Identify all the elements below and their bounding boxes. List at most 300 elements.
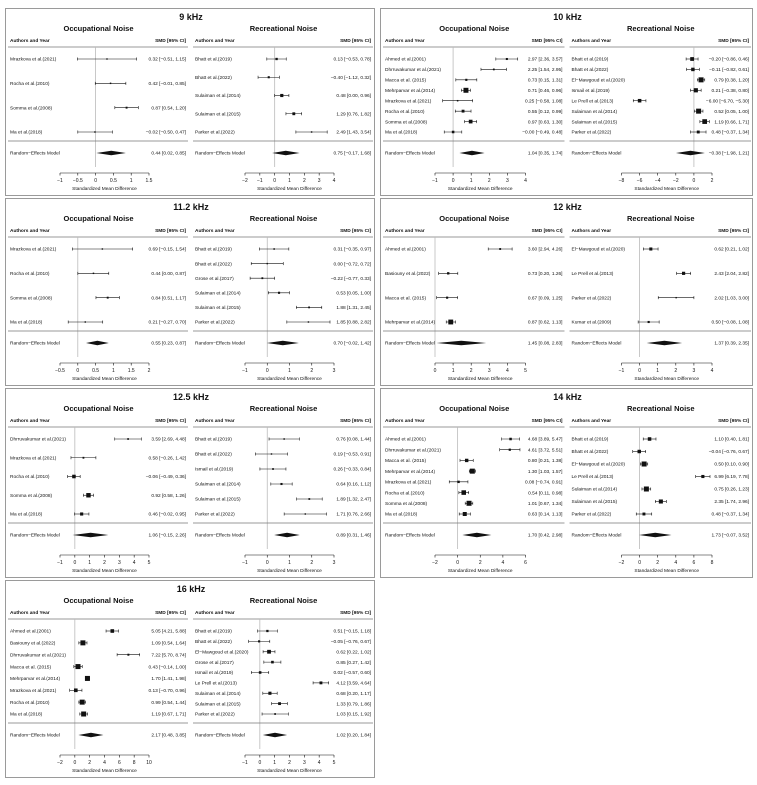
study-row: [195, 261, 371, 267]
summary-diamond: [96, 151, 126, 155]
study-row: [385, 88, 563, 94]
study-row: [195, 93, 371, 99]
recreational-forest-plot: [193, 596, 373, 774]
smd-ci-text: 6.99 [6.19, 7.78]: [714, 475, 749, 481]
smd-ci-text: 2.43 [2.04, 2.82]: [714, 272, 749, 278]
smd-ci-text: 0.31 [−0.35, 0.97]: [333, 247, 371, 253]
study-row: [572, 295, 750, 301]
study-row: [572, 130, 750, 136]
smd-ci-text: 0.97 [0.63, 1.30]: [527, 120, 563, 126]
study-row: [10, 105, 186, 111]
smd-ci-text: −0.22 [−0.77, 0.33]: [330, 276, 371, 282]
random-effects-value: 0.70 [−0.02, 1.42]: [333, 341, 371, 347]
effect-size-square: [272, 468, 274, 470]
study-row: [195, 111, 371, 117]
forest-panel-svg: [381, 389, 754, 579]
study-label: El−Mawgoud et al.(2020): [571, 247, 625, 253]
smd-ci-text: 4.12 [3.59, 4.64]: [336, 681, 371, 687]
study-label: Rocha et al.(2010): [10, 475, 50, 481]
summary-diamond: [78, 733, 103, 737]
occupational-forest-plot: [383, 214, 565, 382]
study-label: Sulaiman et al.(2015): [195, 306, 241, 312]
study-row: [385, 469, 563, 475]
smd-ci-text: −0.02 [−0.50, 0.47]: [145, 130, 186, 136]
study-row: [10, 57, 186, 63]
study-row: [572, 499, 750, 505]
x-tick-label: 1: [288, 560, 291, 566]
study-row: [195, 512, 371, 518]
study-label: Somma et al.(2008): [385, 120, 428, 126]
effect-size-square: [268, 76, 270, 78]
recreational-forest-plot: [193, 214, 373, 382]
study-label: Rocha et al.(2010): [385, 491, 425, 497]
effect-size-square: [649, 247, 652, 250]
study-row: [195, 467, 371, 473]
x-tick-label: 3: [302, 760, 306, 766]
panel-title: 12.5 kHz: [172, 392, 210, 402]
study-label: Mehrparvar et al.(2014): [385, 320, 436, 326]
header-smd: SMD [95% CI]: [531, 39, 563, 44]
random-effects-label: Random−Effects Model: [385, 341, 435, 347]
recreational-forest-plot: [193, 24, 373, 192]
random-effects-value: 2.17 [0.48, 3.85]: [151, 733, 186, 739]
effect-size-square: [470, 469, 475, 474]
study-label: Somma et al.(2008): [10, 493, 53, 499]
study-row: [572, 474, 750, 480]
x-tick-label: 5: [147, 560, 151, 566]
effect-size-square: [102, 248, 103, 249]
smd-ci-text: 0.85 [0.27, 1.42]: [336, 660, 371, 666]
smd-ci-text: −0.06 [−0.49, 0.36]: [145, 475, 186, 481]
x-axis-label: Standardized Mean Difference: [447, 569, 513, 574]
forest-panel-svg: [381, 9, 754, 197]
smd-ci-text: 7.22 [5.70, 8.74]: [151, 653, 186, 659]
study-label: Macca et al. (2015): [385, 78, 427, 84]
x-tick-label: −1: [57, 178, 63, 184]
study-row: [572, 437, 750, 443]
study-label: Ma et al.(2018): [385, 512, 418, 518]
effect-size-square: [259, 671, 262, 674]
study-row: [385, 447, 563, 453]
x-tick-label: 2: [478, 560, 482, 566]
smd-ci-text: 0.44 [0.00, 0.87]: [151, 272, 186, 278]
study-row: [10, 455, 186, 461]
smd-ci-text: 0.84 [0.51, 1.17]: [151, 296, 186, 302]
forest-panel: [380, 388, 753, 578]
study-row: [385, 490, 563, 496]
study-row: [195, 660, 371, 666]
x-tick-label: 0: [76, 368, 80, 374]
study-row: [10, 664, 186, 670]
x-tick-label: −0.5: [55, 368, 65, 374]
study-label: Ma et al.(2018): [10, 512, 43, 518]
smd-ci-text: 0.43 [−0.14, 1.00]: [148, 665, 186, 671]
x-tick-label: 0: [692, 178, 696, 184]
random-effects-value: 0.55 [0.23, 0.87]: [151, 341, 186, 347]
effect-size-square: [81, 712, 86, 717]
effect-size-square: [308, 307, 310, 309]
effect-size-square: [452, 131, 455, 134]
study-label: El−Mawgoud et al.(2020): [195, 650, 249, 656]
random-effects-value: 1.70 [0.42, 2.98]: [527, 533, 563, 539]
study-label: Bhatt et al.(2019): [195, 247, 232, 253]
study-label: Dhrruvakumar et al.(2021): [385, 448, 441, 454]
smd-ci-text: 0.76 [0.08, 1.44]: [336, 437, 371, 443]
study-row: [572, 487, 750, 493]
study-label: Mehrparvar et al.(2014): [385, 88, 436, 94]
plot-title: Recreational Noise: [249, 24, 318, 33]
x-axis-label: Standardized Mean Difference: [72, 187, 137, 192]
study-row: [195, 247, 371, 253]
x-tick-label: 1: [288, 368, 291, 374]
effect-size-square: [457, 100, 458, 101]
x-axis-label: Standardized Mean Difference: [257, 377, 322, 382]
effect-size-square: [308, 498, 310, 500]
forest-panel: [380, 198, 753, 386]
smd-ci-text: 0.50 [−0.08, 1.08]: [711, 320, 749, 326]
effect-size-square: [93, 273, 94, 274]
study-row: [10, 700, 186, 706]
smd-ci-text: 0.63 [0.14, 1.13]: [527, 512, 563, 518]
x-tick-label: 0: [273, 178, 277, 184]
smd-ci-text: 0.55 [0.12, 0.99]: [527, 109, 563, 115]
effect-size-square: [320, 681, 323, 684]
x-axis-label: Standardized Mean Difference: [634, 187, 700, 192]
effect-size-square: [697, 131, 700, 134]
study-label: Macca et al. (2015): [385, 459, 427, 465]
x-tick-label: 3: [692, 368, 696, 374]
header-smd: SMD [95% CI]: [340, 419, 371, 424]
occupational-forest-plot: [383, 404, 565, 574]
study-label: Sulaiman et al.(2014): [195, 482, 241, 488]
effect-size-square: [682, 272, 685, 275]
study-label: El−Mawgoud et al.(2020): [571, 462, 625, 468]
effect-size-square: [702, 119, 707, 124]
smd-ci-text: −6.00 [−6.70, −5.30]: [705, 99, 749, 105]
study-row: [195, 305, 371, 311]
random-effects-label: Random−Effects Model: [195, 151, 245, 157]
study-label: Kumar et al.(2009): [571, 320, 612, 326]
x-tick-label: 2: [288, 760, 291, 766]
header-authors: Authors and Year: [10, 611, 50, 616]
smd-ci-text: 0.58 [−0.26, 1.42]: [148, 456, 186, 462]
smd-ci-text: 1.03 [0.15, 1.92]: [336, 712, 371, 718]
header-smd: SMD [95% CI]: [340, 39, 371, 44]
x-axis-label: Standardized Mean Difference: [72, 569, 137, 574]
plot-title: Occupational Noise: [63, 214, 134, 223]
effect-size-square: [80, 700, 85, 705]
smd-ci-text: 0.26 [−0.33, 0.84]: [333, 467, 371, 473]
effect-size-square: [506, 58, 508, 60]
x-tick-label: −1: [57, 560, 63, 566]
effect-size-square: [127, 438, 129, 440]
x-tick-label: 1: [469, 178, 473, 184]
effect-size-square: [463, 512, 467, 516]
smd-ci-text: 0.92 [0.58, 1.26]: [151, 493, 186, 499]
summary-diamond: [274, 533, 300, 537]
effect-size-square: [467, 501, 472, 506]
study-label: Le Prell et al.(2013): [571, 99, 614, 105]
study-row: [10, 247, 186, 253]
x-tick-label: −2: [618, 560, 625, 566]
effect-size-square: [278, 702, 281, 705]
study-row: [10, 712, 186, 718]
smd-ci-text: 0.79 [0.38, 1.20]: [714, 78, 749, 84]
study-label: Sulaiman et al.(2015): [571, 120, 618, 126]
smd-ci-text: 0.99 [0.54, 1.44]: [151, 700, 186, 706]
study-label: Sulaiman et al.(2015): [571, 500, 618, 506]
effect-size-square: [80, 512, 83, 515]
smd-ci-text: 4.61 [3.72, 5.51]: [527, 448, 563, 454]
smd-ci-text: 0.48 [0.00, 0.96]: [336, 94, 371, 100]
header-authors: Authors and Year: [385, 419, 425, 424]
forest-panel-svg: [381, 199, 754, 387]
study-row: [385, 295, 563, 301]
plot-title: Occupational Noise: [439, 214, 510, 223]
x-tick-label: 4: [524, 178, 527, 184]
smd-ci-text: 1.88 [1.31, 2.45]: [336, 306, 371, 312]
x-tick-label: 0: [258, 760, 262, 766]
random-effects-label: Random−Effects Model: [195, 733, 245, 739]
effect-size-square: [127, 654, 129, 656]
x-tick-label: 3: [117, 560, 121, 566]
summary-diamond: [647, 341, 682, 345]
effect-size-square: [446, 297, 448, 299]
x-tick-label: 1: [288, 178, 291, 184]
study-label: Somma et al.(2008): [10, 296, 53, 302]
forest-panel: [5, 8, 375, 196]
study-row: [195, 701, 371, 707]
study-row: [195, 482, 371, 488]
forest-panel-svg: [6, 9, 376, 197]
occupational-forest-plot: [8, 404, 188, 574]
x-tick-label: 6: [524, 560, 527, 566]
x-tick-label: 0.5: [92, 368, 100, 374]
study-label: Dhrruvakumar et al.(2021): [10, 653, 66, 659]
x-tick-label: 0: [73, 560, 77, 566]
x-tick-label: 10: [146, 760, 152, 766]
study-row: [572, 320, 750, 326]
study-row: [572, 247, 750, 253]
effect-size-square: [110, 629, 114, 633]
study-row: [572, 67, 750, 73]
smd-ci-text: 0.21 [−0.38, 0.80]: [711, 88, 749, 94]
panel-title: 16 kHz: [176, 584, 206, 594]
smd-ci-text: 0.62 [0.22, 1.02]: [336, 650, 371, 656]
plot-title: Recreational Noise: [249, 596, 318, 605]
effect-size-square: [447, 272, 449, 274]
effect-size-square: [308, 321, 309, 322]
effect-size-square: [86, 493, 90, 497]
effect-size-square: [469, 120, 473, 124]
forest-panel: [5, 580, 375, 778]
study-label: Basiouny et al.(2022): [10, 641, 56, 647]
summary-diamond: [263, 733, 287, 737]
smd-ci-text: 0.75 [0.26, 1.23]: [714, 487, 749, 493]
smd-ci-text: 0.48 [−0.37, 1.34]: [711, 130, 749, 136]
panel-title: 9 kHz: [179, 12, 203, 22]
study-row: [195, 712, 371, 718]
study-row: [385, 480, 563, 486]
study-row: [385, 271, 563, 277]
header-authors: Authors and Year: [10, 229, 50, 234]
effect-size-square: [509, 438, 512, 441]
x-tick-label: 8: [710, 560, 714, 566]
effect-size-square: [74, 688, 78, 692]
study-row: [10, 437, 186, 443]
random-effects-value: 1.73 [−0.07, 3.52]: [711, 533, 749, 539]
study-label: Mrazkova et al.(2021): [10, 57, 57, 63]
plot-title: Recreational Noise: [249, 214, 318, 223]
study-label: Mrazkova et al.(2021): [385, 480, 432, 486]
effect-size-square: [509, 449, 511, 451]
effect-size-square: [691, 68, 694, 71]
panel-title: 12 kHz: [553, 202, 582, 212]
random-effects-label: Random−Effects Model: [10, 341, 60, 347]
smd-ci-text: 1.89 [1.32, 2.47]: [336, 497, 371, 503]
study-label: Bhatt et al.(2022): [571, 450, 609, 456]
study-label: Sulaiman et al.(2014): [571, 487, 618, 493]
recreational-forest-plot: [570, 404, 752, 574]
x-tick-label: 0: [638, 368, 641, 374]
effect-size-square: [85, 676, 90, 681]
header-smd: SMD [95% CI]: [155, 611, 186, 616]
random-effects-label: Random−Effects Model: [195, 533, 245, 539]
effect-size-square: [648, 437, 652, 441]
study-row: [195, 691, 371, 697]
study-label: Bhatt et al.(2022): [195, 75, 232, 81]
study-label: Somma et al.(2008): [10, 106, 53, 112]
plot-title: Occupational Noise: [439, 404, 510, 413]
x-tick-label: 2: [710, 178, 714, 184]
effect-size-square: [278, 292, 280, 294]
effect-size-square: [659, 499, 663, 503]
study-label: Sulaiman et al.(2015): [195, 112, 241, 118]
effect-size-square: [465, 79, 467, 81]
plot-title: Recreational Noise: [626, 404, 695, 413]
effect-size-square: [292, 112, 295, 115]
summary-diamond: [436, 341, 486, 345]
header-authors: Authors and Year: [571, 419, 612, 424]
study-row: [572, 271, 750, 277]
study-label: Bhatt et al.(2019): [571, 57, 609, 63]
summary-diamond: [639, 533, 671, 537]
header-smd: SMD [95% CI]: [155, 39, 186, 44]
smd-ci-text: 0.02 [−0.57, 0.60]: [333, 671, 371, 677]
smd-ci-text: 0.51 [−0.15, 1.18]: [333, 629, 371, 635]
x-tick-label: −1: [256, 178, 263, 184]
x-tick-label: −8: [618, 178, 625, 184]
effect-size-square: [493, 69, 495, 71]
effect-size-square: [463, 88, 468, 93]
x-tick-label: 3: [487, 368, 491, 374]
forest-panel-svg: [6, 581, 376, 779]
study-row: [385, 57, 563, 63]
x-tick-label: 0: [265, 368, 269, 374]
random-effects-label: Random−Effects Model: [10, 151, 60, 157]
effect-size-square: [85, 321, 86, 322]
study-row: [572, 98, 750, 104]
study-label: Le Prell et al.(2013): [571, 475, 614, 481]
smd-ci-text: 0.32 [−0.51, 1.15]: [148, 57, 186, 63]
study-label: Dhrruvakumar et al.(2021): [385, 68, 441, 74]
header-smd: SMD [95% CI]: [155, 229, 186, 234]
study-label: Parker et al.(2022): [195, 130, 235, 136]
x-tick-label: 4: [332, 178, 336, 184]
study-row: [572, 512, 750, 518]
smd-ci-text: 1.19 [0.66, 1.71]: [714, 120, 749, 126]
x-axis-label: Standardized Mean Difference: [72, 377, 137, 382]
smd-ci-text: 1.71 [0.76, 2.66]: [336, 512, 371, 518]
occupational-forest-plot: [8, 214, 188, 382]
header-smd: SMD [95% CI]: [531, 229, 563, 234]
smd-ci-text: 0.13 [−0.70, 0.96]: [148, 688, 186, 694]
summary-diamond: [462, 533, 491, 537]
header-authors: Authors and Year: [195, 611, 235, 616]
effect-size-square: [267, 650, 271, 654]
plot-title: Recreational Noise: [249, 404, 318, 413]
effect-size-square: [642, 513, 645, 516]
effect-size-square: [461, 490, 466, 495]
study-label: Ismail et al.(2019): [195, 467, 234, 473]
summary-diamond: [267, 341, 299, 345]
x-tick-label: 4: [103, 760, 106, 766]
smd-ci-text: 0.64 [0.16, 1.12]: [336, 482, 371, 488]
recreational-forest-plot: [570, 24, 752, 192]
smd-ci-text: 0.69 [−0.15, 1.54]: [148, 247, 186, 253]
smd-ci-text: 2.02 [1.03, 3.00]: [714, 296, 749, 302]
study-row: [385, 458, 563, 464]
x-tick-label: −1: [242, 368, 248, 374]
plot-title: Occupational Noise: [63, 24, 134, 33]
study-label: Parker et al.(2022): [571, 130, 612, 136]
study-label: Basiouny et al.(2022): [385, 272, 431, 278]
x-tick-label: 0: [94, 178, 97, 184]
smd-ci-text: 1.19 [0.67, 1.71]: [151, 712, 186, 718]
header-authors: Authors and Year: [195, 39, 235, 44]
study-label: Mrazkova et al.(2021): [385, 99, 432, 105]
study-label: Ma et al.(2018): [10, 130, 43, 136]
smd-ci-text: 0.67 [0.09, 1.25]: [527, 296, 563, 302]
smd-ci-text: 0.53 [0.05, 1.00]: [336, 291, 371, 297]
study-row: [10, 81, 186, 87]
effect-size-square: [80, 640, 85, 645]
summary-diamond: [459, 151, 484, 155]
effect-size-square: [644, 487, 649, 492]
x-tick-label: 4: [132, 560, 136, 566]
smd-ci-text: 4.68 [3.89, 5.47]: [527, 437, 563, 443]
x-tick-label: 6: [117, 760, 121, 766]
study-row: [195, 497, 371, 503]
study-row: [385, 130, 563, 136]
study-label: Ma et al.(2018): [385, 130, 418, 136]
plot-title: Occupational Noise: [439, 24, 510, 33]
effect-size-square: [311, 131, 312, 132]
x-tick-label: 1.5: [127, 368, 135, 374]
smd-ci-text: 2.49 [1.43, 3.54]: [336, 130, 371, 136]
effect-size-square: [462, 110, 465, 113]
study-label: Rocha et al.(2010): [10, 700, 50, 706]
smd-ci-text: 2.35 [1.74, 2.96]: [714, 500, 749, 506]
study-row: [385, 501, 563, 507]
x-tick-label: 4: [674, 560, 678, 566]
study-row: [10, 130, 186, 136]
smd-ci-text: 0.46 [−0.02, 0.95]: [148, 512, 186, 518]
study-label: Parker et al.(2022): [195, 512, 235, 518]
smd-ci-text: −0.11 [−0.82, 0.61]: [709, 68, 749, 74]
header-authors: Authors and Year: [195, 229, 235, 234]
smd-ci-text: 1.10 [0.40, 1.81]: [714, 437, 749, 443]
